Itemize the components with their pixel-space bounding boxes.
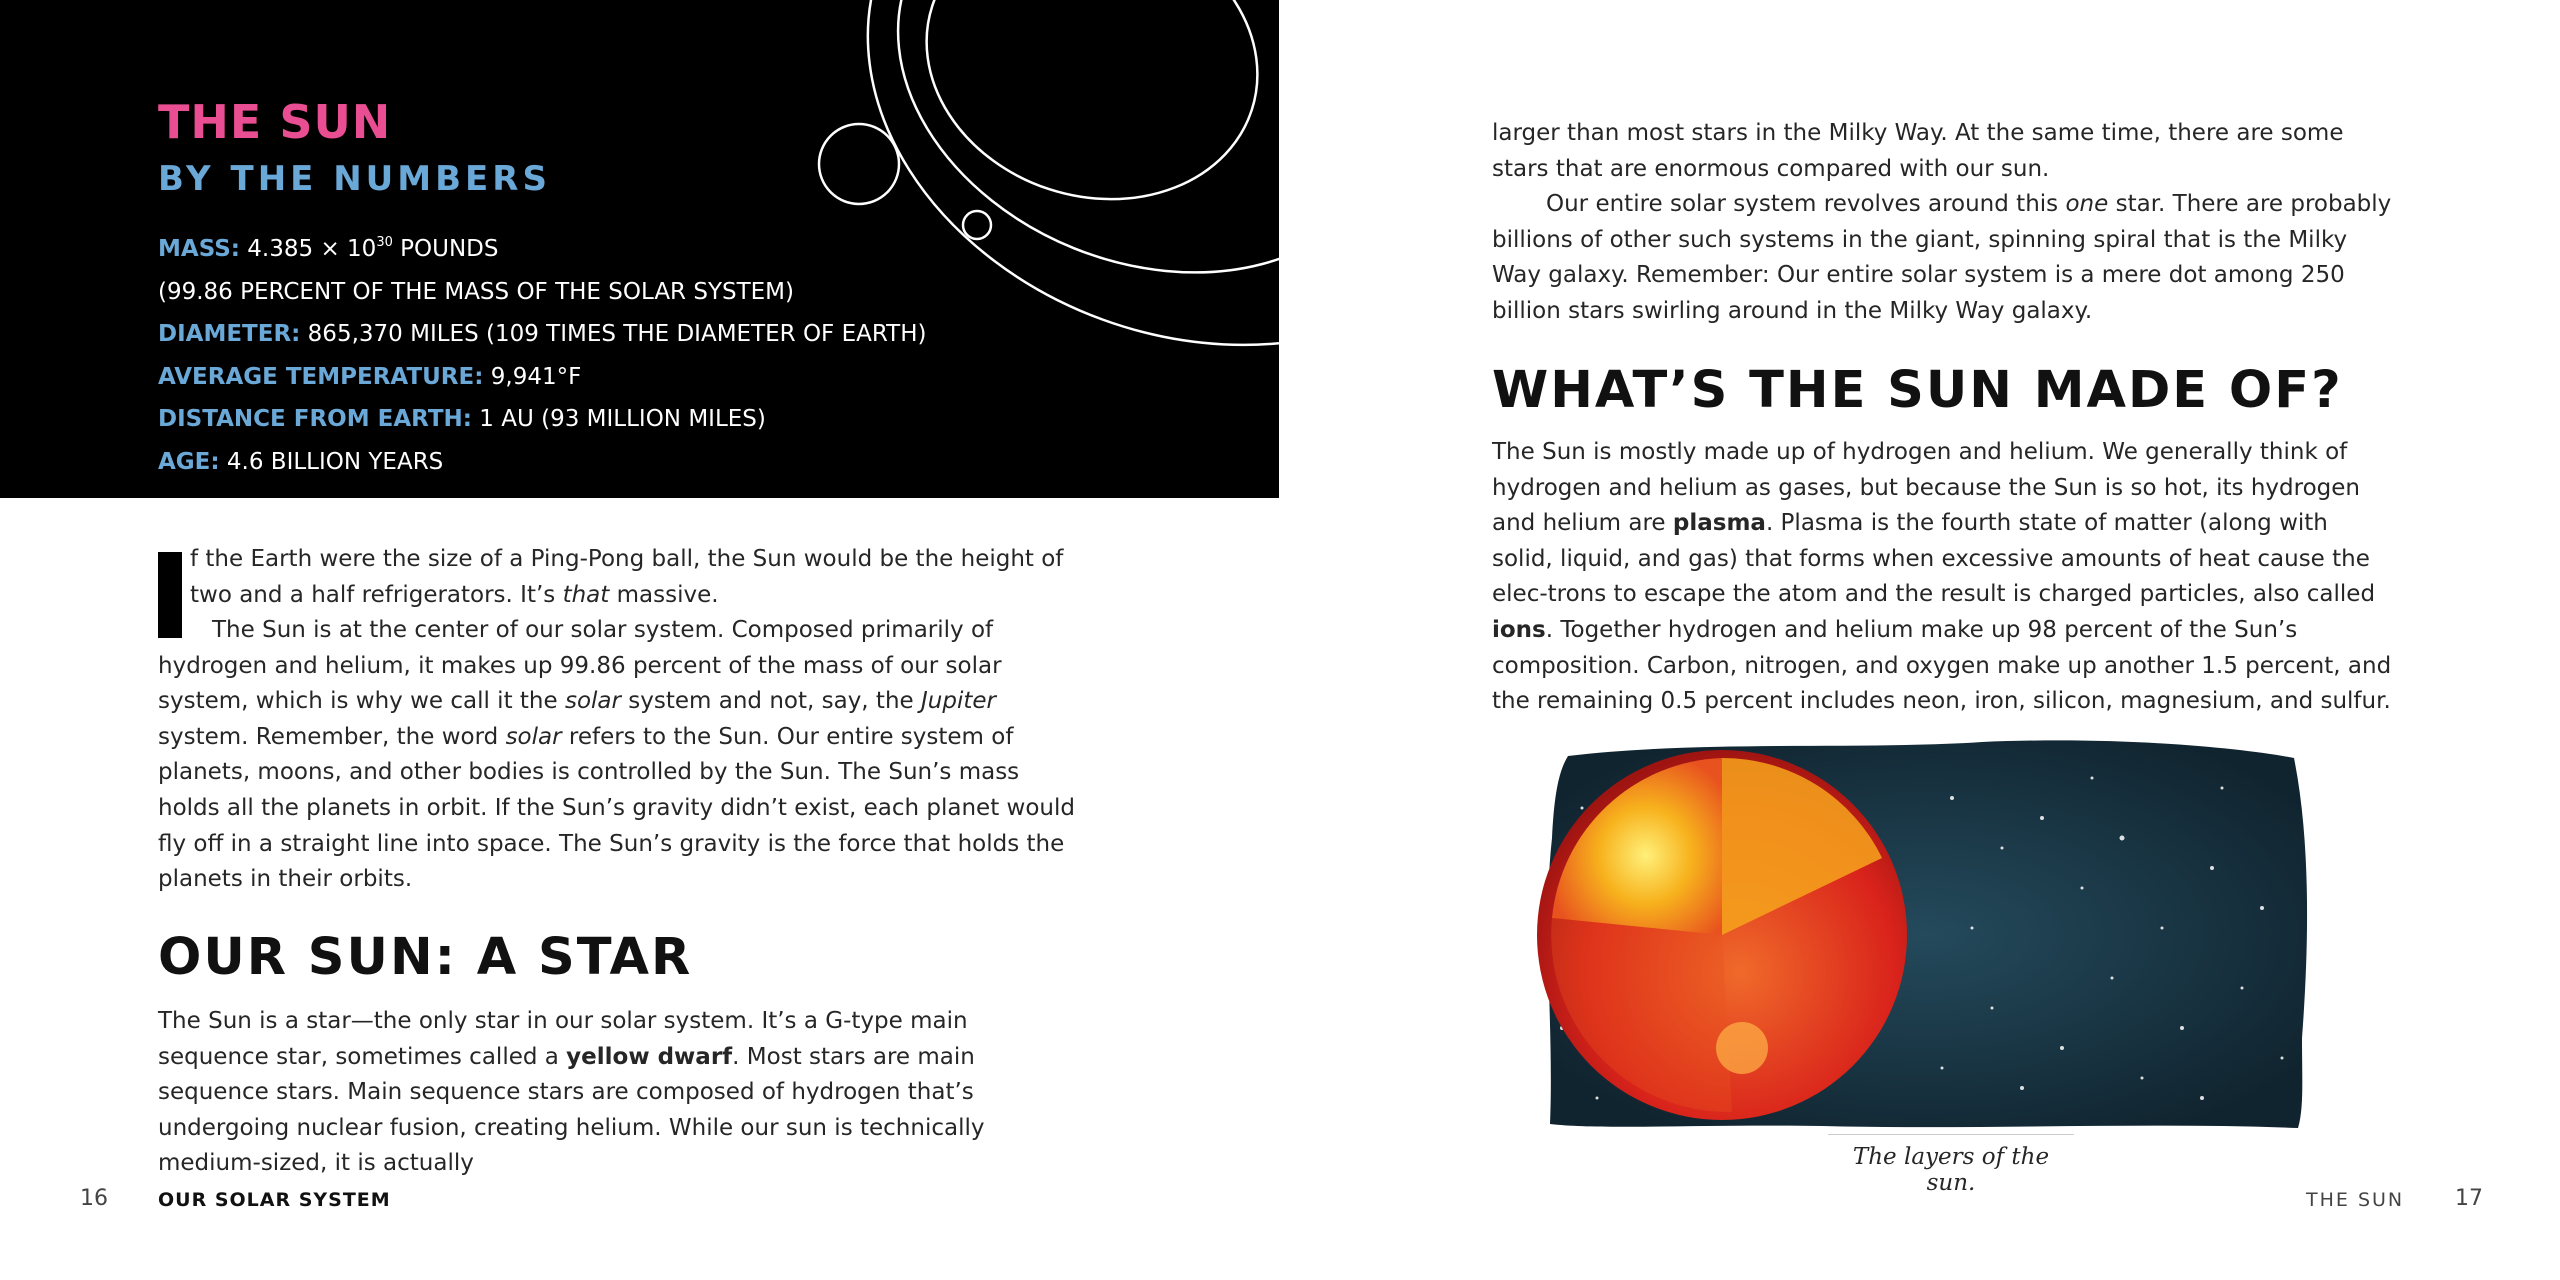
solar-system-paragraph [1492, 187, 2392, 329]
sun-stats-panel [0, 0, 1279, 498]
text-run: The Sun is a star—the only star in our solar system. It’s a G-type main sequence star, sometimes called a [158, 1008, 968, 1070]
stat-distance [158, 398, 926, 441]
emphasis-one: one [2065, 191, 2109, 217]
stat-age [158, 441, 926, 484]
page-number-left: 16 [80, 1186, 108, 1211]
stats-title: THE SUN [158, 95, 392, 149]
stat-label: AGE: [158, 448, 220, 475]
text-run: . Most stars are main sequence stars. Main sequence stars are composed of hydrogen that’s undergoing nuclear fusion, creating helium. While our sun is technically medium-sized, it is actually [158, 1043, 985, 1177]
term-plasma: plasma [1672, 510, 1766, 537]
stat-value: 865,370 MILES (109 TIMES THE DIAMETER OF EARTH) [307, 321, 927, 347]
text-run: . Together hydrogen and helium make up 98 percent of the Sun’s composition. Carbon, nitrogen, and oxygen make up another 1.5 percent, and the remaining 0.5 percent includes neon, iron, silicon, magnesium, and sulfur. [1492, 616, 2392, 715]
running-head-left: OUR SOLAR SYSTEM [158, 1189, 391, 1211]
stats-subtitle: BY THE NUMBERS [158, 159, 551, 199]
running-head-right: THE SUN [2306, 1189, 2405, 1211]
intro-line-1: f the Earth were the size of a Ping-Pong ball, the Sun would be the height of [190, 546, 1064, 572]
section-heading-our-sun: OUR SUN: A STAR [158, 928, 693, 987]
right-page [1280, 0, 2560, 1280]
star-paragraph [158, 1004, 1078, 1182]
emphasis-jupiter: Jupiter [920, 688, 996, 715]
page-number-right: 17 [2455, 1186, 2483, 1211]
text-run: refers to the Sun. Our entire system of planets, moons, and other bodies is controlled by the Sun. The Sun’s mass holds all the planets in orbit. If the Sun’s gravity didn’t exist, each planet would fly off in a straight line into space. The Sun’s gravity is the force that holds the planets in their orbits. [158, 723, 1075, 893]
section-heading-made-of: WHAT’S THE SUN MADE OF? [1492, 361, 2343, 420]
emphasis-that: that [562, 581, 610, 608]
sun-layers-illustration [1522, 728, 2322, 1138]
composition-paragraph [1492, 435, 2392, 720]
stat-value: 4.385 × 10 [247, 236, 377, 262]
text-run: The Sun is at the center of our solar system. Composed primarily of hydrogen and helium, it makes up 99.86 percent of the mass of our solar system, which is why we call it the [158, 617, 1002, 715]
text-run: The Sun is mostly made up of hydrogen and helium. We generally think of hydrogen and helium as gases, but because the Sun is so hot, its hydrogen and helium are [1492, 439, 2360, 537]
term-yellow-dwarf: yellow dwarf [566, 1043, 733, 1070]
stat-label: DISTANCE FROM EARTH: [158, 406, 472, 432]
text-run: . Plasma is the fourth state of matter (along with solid, liquid, and gas) that forms when excessive amounts of heat cause the elec-trons to escape the atom and the result is charged particles, also called [1492, 510, 2376, 608]
stat-label: AVERAGE TEMPERATURE: [158, 363, 484, 390]
stat-diameter [158, 313, 926, 356]
stat-value: 9,941°F [490, 363, 582, 390]
stat-label: MASS: [158, 236, 240, 262]
text-run: star. There are probably billions of other such systems in the giant, spinning spiral that is the Milky Way galaxy. Remember: Our entire solar system is a mere dot among 250 billion stars swirling around in the Milky Way galaxy. [1492, 191, 2392, 324]
figure-caption: The layers of the sun. [1852, 1144, 2050, 1196]
intro-line-2-end: massive. [609, 581, 719, 608]
stat-value: 1 AU (93 MILLION MILES) [479, 406, 766, 432]
caption-rule [1828, 1134, 2074, 1135]
center-paragraph [158, 613, 1078, 898]
stat-value: 4.6 BILLION YEARS [226, 448, 444, 475]
stats-list [158, 222, 926, 483]
continued-paragraph: larger than most stars in the Milky Way. At the same time, there are some stars that are enormous compared with our sun. [1492, 120, 2344, 182]
stat-unit: POUNDS [400, 236, 499, 262]
stat-mass-note: (99.86 PERCENT OF THE MASS OF THE SOLAR SYSTEM) [158, 278, 794, 305]
stat-mass [158, 222, 926, 271]
emphasis-solar: solar [564, 688, 621, 715]
text-run: system. Remember, the word [158, 723, 506, 750]
stat-exponent: 30 [376, 235, 393, 250]
text-run: Our entire solar system revolves around this [1546, 191, 2066, 217]
term-ions: ions [1492, 616, 1546, 643]
stat-temperature [158, 356, 926, 399]
intro-line-2: two and a half refrigerators. It’s [190, 581, 563, 608]
stat-label: DIAMETER: [158, 321, 301, 347]
text-run: system and not, say, the [620, 688, 921, 715]
emphasis-solar: solar [505, 723, 562, 750]
intro-paragraph [190, 542, 1090, 613]
